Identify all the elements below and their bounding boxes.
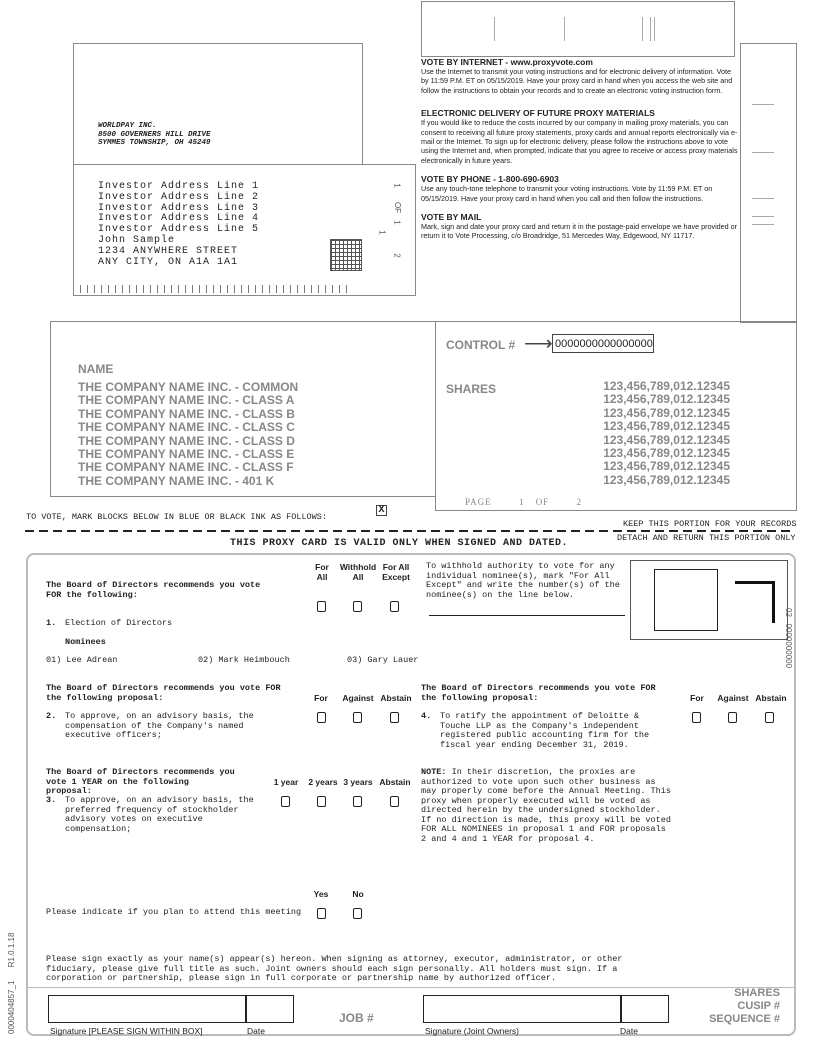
keep-portion-label: KEEP THIS PORTION FOR YOUR RECORDS: [623, 519, 797, 529]
postal-barcode: [80, 285, 350, 293]
col-1-year: 1 year: [273, 777, 299, 787]
sender-name: WORLDPAY INC.: [98, 122, 157, 130]
col-withhold-all: Withhold All: [339, 562, 377, 582]
proposal-4-num: 4.: [421, 711, 432, 721]
col-for-all: For All: [315, 562, 329, 582]
company-name: THE COMPANY NAME INC. - 401 K: [78, 473, 275, 488]
note-body: In their discretion, the proxies are authorized to vote upon such other business as may properly come before the Annual Meeting. This proxy when properly executed will be voted as directed herein by the undersigned stockholder. If no direction is made, this proxy will be voted FOR ALL NOMINEES in proposal 1 and FOR proposals 2 and 4 and 1 YEAR for proposal 4.: [421, 767, 671, 844]
left-code-2: 0000404857_1: [7, 980, 16, 1034]
proposal-2-abstain-checkbox[interactable]: [390, 712, 399, 723]
proposal-3-1-year-checkbox[interactable]: [281, 796, 290, 807]
nominee: 02) Mark Heimbouch: [198, 655, 290, 665]
note-label: NOTE:: [421, 767, 447, 777]
page-of: OF: [535, 497, 550, 507]
date-box[interactable]: [246, 995, 294, 1023]
proposal-4-against-checkbox[interactable]: [728, 712, 737, 723]
sender-street: 8500 GOVERNERS HILL DRIVE: [98, 130, 211, 139]
name-label: NAME: [78, 362, 114, 376]
corner-mark: [735, 581, 775, 623]
proposal-3-num: 3.: [46, 795, 57, 805]
col-for: For: [314, 693, 328, 703]
proposal-2-against-checkbox[interactable]: [353, 712, 362, 723]
col-for: For: [690, 693, 704, 703]
proposal-3-recommendation: The Board of Directors recommends you vote 1 YEAR on the following proposal:: [46, 767, 235, 796]
col-against: Against: [717, 693, 749, 703]
ballot-card: [26, 553, 796, 1036]
vote-mail-text: Mark, sign and date your proxy card and return it in the postage-paid envelope we have provided or return it to Vote Processing, c/o Broadridge, 51 Mercedes Way, Edgewood, NY 11717.: [421, 222, 738, 241]
recipient-address-box: [73, 164, 416, 296]
window-frame: [654, 569, 718, 631]
vote-mail-title: VOTE BY MAIL: [421, 212, 482, 223]
control-label: CONTROL #: [446, 338, 516, 352]
sheet-codes: [377, 181, 406, 261]
share-count: 123,456,789,012.12345: [603, 379, 730, 393]
page-indicator: [465, 497, 582, 507]
right-margin-code: [784, 608, 793, 668]
share-count: 123,456,789,012.12345: [603, 472, 730, 487]
proposal-4-abstain-checkbox[interactable]: [765, 712, 774, 723]
joint-date-box[interactable]: [621, 995, 669, 1023]
page-total: 2: [576, 497, 582, 507]
share-count: 123,456,789,012.12345: [603, 446, 730, 461]
recipient-address: [98, 182, 259, 268]
address-line: Investor Address Line 4: [98, 213, 260, 225]
share-count: 123,456,789,012.12345: [603, 405, 730, 420]
sheet-code: 1: [392, 183, 402, 188]
proposal-2-for-checkbox[interactable]: [317, 712, 326, 723]
shares-label: SHARES: [446, 382, 497, 396]
datamatrix-barcode: [330, 239, 362, 271]
electronic-delivery-text: If you would like to reduce the costs incurred by our company in mailing proxy materials, you can consent to receiving all future proxy statements, proxy cards and annual reports electronically via e-mail or the Internet. To sign up for electronic delivery, please follow the instructions above to vote using the Internet and, when prompted, indicate that you agree to receive or access proxy materials electronically in future years.: [421, 118, 738, 165]
attend-question: Please indicate if you plan to attend this meeting: [46, 907, 302, 917]
signature-box[interactable]: [48, 995, 246, 1023]
vote-phone-text: Use any touch-tone telephone to transmit your voting instructions. Vote by 11:59 P.M. ET on 05/15/2019. Have your proxy card in hand when you call and then follow the instructions.: [421, 184, 713, 203]
left-code-1: R1.0.1.18: [7, 932, 16, 968]
company-name: THE COMPANY NAME INC. - CLASS D: [78, 433, 295, 448]
attend-no-label: No: [352, 889, 364, 899]
top-barcode-box: [421, 1, 735, 57]
election-withhold-all-checkbox[interactable]: [353, 601, 362, 612]
proposal-3-2-years-checkbox[interactable]: [317, 796, 326, 807]
company-name: THE COMPANY NAME INC. - CLASS F: [78, 460, 294, 475]
proposal-3-text: To approve, on an advisory basis, the preferred frequency of stockholder advisory votes on executive compensation;: [65, 795, 254, 834]
note-text: [421, 768, 671, 844]
proposal-4-text: To ratify the appointment of Deloitte & Touche LLP as the Company's independent registered public accounting firm for the fiscal year ending December 31, 2019.: [440, 711, 650, 750]
company-name: THE COMPANY NAME INC. - CLASS B: [78, 406, 295, 421]
holdings-name-box: [50, 321, 436, 497]
signing-instructions: Please sign exactly as your name(s) appear(s) hereon. When signing as attorney, executor, administrator, or other fiduciary, please give full title as such. Joint owners should each sign personally. All holders must sign. If a corporation or partnership, please sign in full corporate or partnership name by authorized officer.: [46, 954, 623, 983]
right-code-1: 02: [784, 608, 793, 617]
shares-list: [576, 380, 730, 487]
voting-instructions: [421, 52, 739, 241]
col-abstain: Abstain: [755, 693, 787, 703]
col-abstain: Abstain: [379, 777, 411, 787]
left-margin-code: [7, 933, 16, 1034]
right-stub-box: [740, 43, 797, 323]
proposal-3-3-years-checkbox[interactable]: [353, 796, 362, 807]
attend-yes-checkbox[interactable]: [317, 908, 326, 919]
shares-footer-label: SHARES: [734, 987, 780, 999]
share-count: 123,456,789,012.12345: [603, 392, 730, 407]
right-code-2: 0000000000: [784, 623, 793, 669]
election-for-all-except-checkbox[interactable]: [390, 601, 399, 612]
return-address-box: [73, 43, 363, 165]
address-line: Investor Address Line 3: [98, 202, 260, 214]
company-name: THE COMPANY NAME INC. - CLASS E: [78, 447, 295, 462]
detach-portion-label: DETACH AND RETURN THIS PORTION ONLY: [617, 533, 796, 543]
company-list: [78, 381, 298, 488]
proposal-2-text: To approve, on an advisory basis, the compensation of the Company's named executive officers;: [65, 711, 254, 740]
col-abstain: Abstain: [380, 693, 412, 703]
address-line: Investor Address Line 2: [98, 191, 260, 203]
date-label: Date: [247, 1026, 265, 1036]
address-line: ANY CITY, ON A1A 1A1: [98, 256, 239, 268]
company-name: THE COMPANY NAME INC. - CLASS A: [78, 393, 295, 408]
proposal-4-for-checkbox[interactable]: [692, 712, 701, 723]
proposal-2-recommendation: The Board of Directors recommends you vote FOR the following proposal:: [46, 683, 281, 703]
page-number: 1: [518, 497, 525, 507]
address-line: John Sample: [98, 234, 176, 246]
company-name: THE COMPANY NAME INC. - CLASS C: [78, 420, 295, 435]
mark-instructions: TO VOTE, MARK BLOCKS BELOW IN BLUE OR BLACK INK AS FOLLOWS:: [26, 512, 327, 522]
col-2-years: 2 years: [308, 777, 338, 787]
arrow-icon: ⟶: [524, 333, 553, 355]
election-recommendation: The Board of Directors recommends you vote FOR the following:: [46, 580, 261, 600]
job-label: JOB #: [339, 1011, 374, 1025]
holdings-control-box: [435, 321, 797, 511]
sheet-code: 1: [377, 230, 387, 235]
attend-no-checkbox[interactable]: [353, 908, 362, 919]
vote-phone-title: VOTE BY PHONE - 1-800-690-6903: [421, 174, 559, 185]
sheet-code: OF: [393, 201, 403, 214]
share-count: 123,456,789,012.12345: [603, 432, 730, 447]
page-label: PAGE: [465, 497, 492, 507]
withhold-nominee-line[interactable]: [429, 615, 625, 616]
nominees-label: Nominees: [65, 637, 106, 647]
joint-date-label: Date: [620, 1026, 638, 1036]
proposal-3-abstain-checkbox[interactable]: [390, 796, 399, 807]
mark-sample: X: [376, 505, 387, 516]
col-3-years: 3 years: [343, 777, 373, 787]
attend-yes-label: Yes: [313, 889, 329, 899]
col-against: Against: [342, 693, 374, 703]
electronic-delivery-title: ELECTRONIC DELIVERY OF FUTURE PROXY MATERIALS: [421, 108, 655, 119]
sheet-code: 1: [392, 220, 402, 225]
item-1-text: Election of Directors: [65, 618, 173, 628]
joint-signature-box[interactable]: [423, 995, 621, 1023]
joint-signature-label: Signature (Joint Owners): [425, 1026, 520, 1036]
detach-line: [25, 530, 795, 532]
vote-internet-title: VOTE BY INTERNET - www.proxyvote.com: [421, 57, 593, 67]
cusip-label: CUSIP #: [737, 1000, 780, 1012]
signature-area: [28, 987, 794, 1036]
col-for-all-except: For All Except: [382, 562, 410, 582]
proposal-2-num: 2.: [46, 711, 57, 721]
proposal-4-recommendation: The Board of Directors recommends you vote FOR the following proposal:: [421, 683, 656, 703]
sender-city: SYMMES TOWNSHIP, OH 45249: [98, 139, 211, 147]
company-name: THE COMPANY NAME INC. - COMMON: [78, 380, 299, 394]
sheet-code: 2: [392, 253, 402, 258]
election-for-all-checkbox[interactable]: [317, 601, 326, 612]
sequence-label: SEQUENCE #: [709, 1013, 780, 1025]
nominee: 03) Gary Lauer: [347, 655, 419, 665]
signature-label: Signature [PLEASE SIGN WITHIN BOX]: [50, 1026, 203, 1036]
share-count: 123,456,789,012.12345: [603, 459, 730, 474]
share-count: 123,456,789,012.12345: [603, 419, 730, 434]
nominee: 01) Lee Adrean: [46, 655, 118, 665]
address-line: Investor Address Line 5: [98, 224, 260, 236]
withhold-instructions: To withhold authority to vote for any individual nominee(s), mark "For All Except" and write the number(s) of the nominee(s) on the line below.: [426, 561, 620, 600]
address-line: Investor Address Line 1: [98, 181, 260, 192]
address-line: 1234 ANYWHERE STREET: [98, 245, 239, 257]
vote-internet-text: Use the Internet to transmit your voting instructions and for electronic delivery of information. Vote by 11:59 P.M. ET on 05/15/2019. Have your proxy card in hand when you access the web site and follow the instructions to obtain your records and to create an electronic voting instruction form.: [421, 67, 733, 95]
address-window: [630, 560, 788, 640]
valid-notice: THIS PROXY CARD IS VALID ONLY WHEN SIGNED AND DATED.: [230, 538, 569, 549]
control-number: 0000000000000000: [552, 334, 654, 353]
item-1-num: 1.: [46, 618, 57, 628]
